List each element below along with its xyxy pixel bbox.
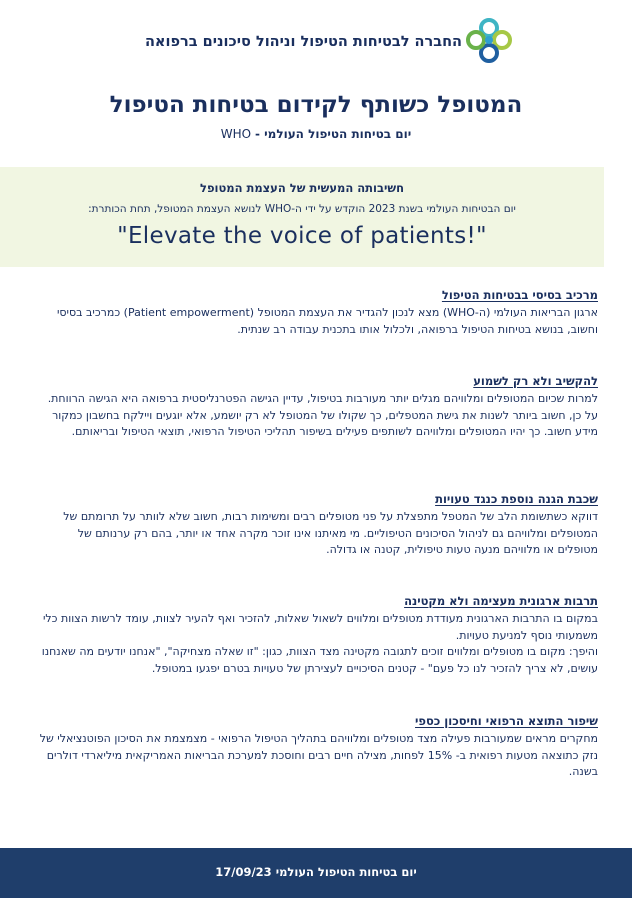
section-outcome-savings [38, 714, 598, 781]
section-paragraph: מחקרים מראים שמעורבות פעילה מצד מטופלים ומלוויהם בתהליך הטיפול הרפואי - מצמצמת את הסיכון הפוטנציאלי של נזק כתוצאה מטעות רפואית ב- 15% לפחות, מצילה חיים רבים וחוסכת למערכת הבריאות האמריקאית מיליארדי דולרים בשנה. [39, 732, 598, 778]
page-footer [0, 848, 632, 898]
subtitle-label: יום בטיחות הטיפול העולמי - [254, 127, 412, 141]
section-organizational-culture [38, 594, 598, 677]
section-listen [38, 374, 598, 441]
highlight-text: יום הבטיחות העולמי בשנת 2023 הוקדש על ידי ה-WHO לנושא העצמת המטופל, תחת הכותרת: [88, 203, 516, 215]
footer-text [0, 865, 632, 879]
section-title: שכבת הגנה נוספת כנגד טעויות [435, 492, 598, 506]
section-title: מרכיב בסיסי בבטיחות הטיפול [441, 288, 598, 302]
section-paragraph: ארגון הבריאות העולמי (ה-WHO) מצא לנכון להגדיר את העצמת המטופל (Patient empowerment) כמרכיב בסיסי וחשוב, בנושא בטיחות הטיפול ברפואה, ולכלול אותו בתכנית עבודה רב שנתית. [56, 306, 598, 336]
section-title: תרבות ארגונית מעצימה ולא מקטינה [404, 594, 598, 608]
section-paragraph: במקום בו התרבות הארגונית מעודדת מטופלים ומלווים לשאול שאלות, להזכיר ואף להעיר לצוות, עומד לרשות הצוות כלי משמעותי נוסף למניעת טעויות. [42, 612, 598, 642]
page-title: המטופל כשותף לקידום בטיחות הטיפול [109, 92, 523, 118]
subtitle-org: WHO [220, 127, 252, 141]
section-basic-component [38, 288, 598, 338]
section-protection-layer [38, 492, 598, 559]
section-paragraph: דווקא כשתשומת הלב של המטפל מתפצלת על פני מטופלים רבים ומשימות רבות, חשוב שלא לוותר על תרומתם של המטופלים ומלוויהם גם לניהול הסיכונים הטיפוליים. מי מאיתנו אינו זוכר מקרה אחד או יותר, בהם רק ערנותם של מטופלים או מלוויהם מנעה טעות טיפולית, קטנה או גדולה. [63, 510, 598, 556]
highlight-heading: חשיבותה המעשית של העצמת המטופל [199, 181, 404, 195]
footer-date: 17/09/23 [215, 865, 272, 879]
organization-logo [466, 18, 512, 64]
page-header [0, 18, 632, 68]
highlight-quote: "Elevate the voice of patients!" [117, 223, 487, 249]
page-subtitle [0, 127, 632, 141]
organization-name: החברה לבטיחות הטיפול וניהול סיכונים ברפואה [144, 34, 462, 50]
section-paragraph: והיפך: מקום בו מטופלים ומלווים זוכים לתגובה מקטינה מצד הצוות, כגון: "זו שאלה מצחיקה", "אנחנו יודעים מה שאנחנו עושים, לא צריך להזכיר לנו כל פעם" - קטנים הסיכויים לעצירתן של טעויות בטרם יפגעו במטופל. [41, 645, 598, 675]
section-title: להקשיב ולא רק לשמוע [473, 374, 598, 388]
section-paragraph: למרות שכיום המטופלים ומלוויהם מגלים יותר מעורבות בטיפול, עדיין הגישה הפטרנליסטית ברפואה היא הגישה הרווחת. על כן, חשוב ביותר לשנות את גישת המטפלים, כך שקולו של המטופל לא רק יושמע, אלא יוגעים ויילקח בחשבון כמקור מידע חשוב. כך יהיו המטופלים ומלוויהם לשותפים פעילים בשיפור תהליכי הטיפול הרפואי, תוצאי הטיפול ובריאותם. [47, 392, 598, 438]
highlight-box [0, 167, 604, 267]
section-title: שיפור התוצא הרפואי וחיסכון כספי [415, 714, 598, 728]
footer-label: יום בטיחות הטיפול העולמי [275, 865, 417, 879]
